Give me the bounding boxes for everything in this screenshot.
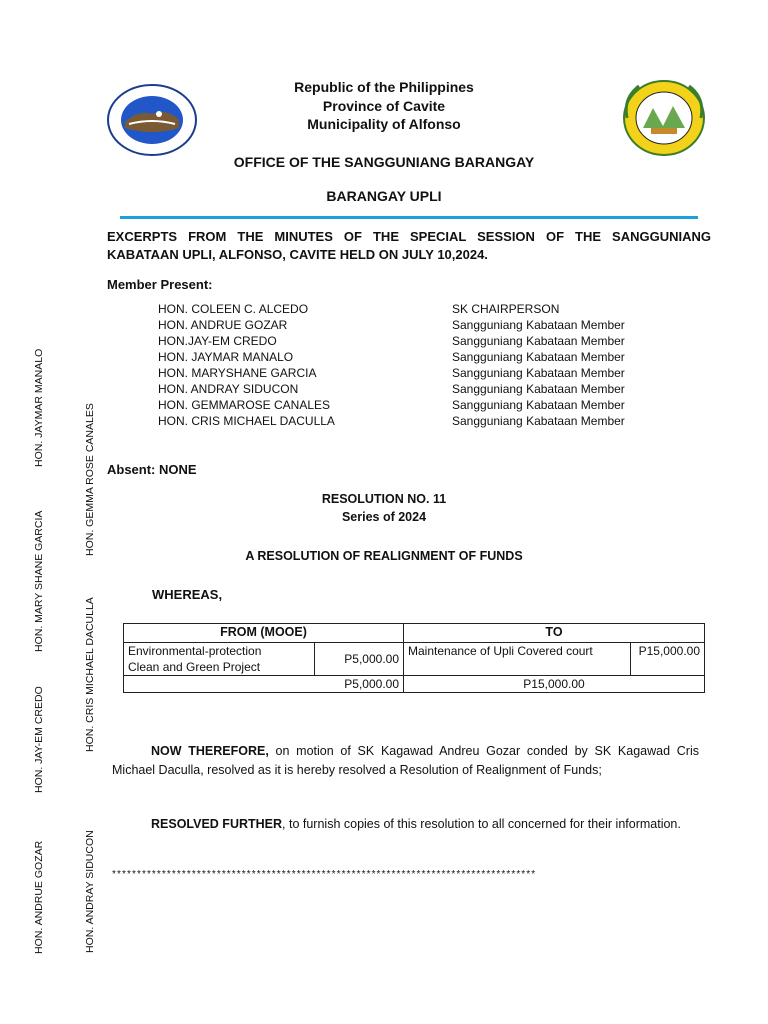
from-header: FROM (MOOE) (124, 624, 404, 643)
resolution-number: RESOLUTION NO. 11 (321, 492, 447, 506)
member-role: Sangguniang Kabataan Member (452, 398, 625, 412)
now-therefore-lead: NOW THEREFORE, (151, 744, 269, 758)
signature-andray-siducon: HON. ANDRAY SIDUCON (84, 830, 96, 953)
member-role: SK CHAIRPERSON (452, 302, 560, 316)
from-item (124, 643, 315, 676)
header-country: Republic of the Philippines (294, 79, 474, 95)
member-role: Sangguniang Kabataan Member (452, 382, 625, 396)
resolution-series: Series of 2024 (341, 510, 427, 524)
now-therefore-text: on motion of SK Kagawad Andreu Gozar conded by SK Kagawad Cris Michael Daculla, resolved as it is hereby resolved a Resolution of Realignment of Funds; (112, 744, 699, 777)
from-item-line: Environmental-protection (128, 644, 262, 658)
table-row (124, 643, 705, 676)
to-header: TO (404, 624, 705, 643)
member-role: Sangguniang Kabataan Member (452, 366, 625, 380)
realignment-table (123, 623, 705, 693)
header-office: OFFICE OF THE SANGGUNIANG BARANGAY (233, 154, 535, 170)
to-item: Maintenance of Upli Covered court (404, 643, 631, 676)
resolution-title: A RESOLUTION OF REALIGNMENT OF FUNDS (245, 549, 523, 563)
signature-andrue-gozar: HON. ANDRUE GOZAR (33, 840, 45, 954)
resolved-further-text: , to furnish copies of this resolution to all concerned for their information. (282, 817, 681, 831)
member-role: Sangguniang Kabataan Member (452, 334, 625, 348)
member-name: HON. COLEEN C. ALCEDO (158, 302, 309, 316)
separator-stars: ************************************************************************************* (112, 869, 537, 880)
header-municipality: Municipality of Alfonso (307, 116, 461, 132)
members-heading: Member Present: (107, 277, 213, 292)
member-name: HON. CRIS MICHAEL DACULLA (158, 414, 335, 428)
signature-cris-michael-daculla: HON. CRIS MICHAEL DACULLA (84, 597, 96, 752)
resolved-further-lead: RESOLVED FURTHER (151, 817, 283, 831)
header-barangay: BARANGAY UPLI (326, 188, 442, 204)
absent-line: Absent: NONE (107, 462, 197, 477)
now-therefore-paragraph (112, 742, 699, 780)
member-name: HON. GEMMAROSE CANALES (158, 398, 331, 412)
table-row (124, 676, 705, 693)
member-name: HON. ANDRAY SIDUCON (158, 382, 299, 396)
member-name: HON.JAY-EM CREDO (158, 334, 277, 348)
from-item-line: Clean and Green Project (128, 660, 261, 674)
from-amount: P5,000.00 (315, 643, 404, 676)
from-total: P5,000.00 (124, 676, 404, 693)
member-name: HON. ANDRUE GOZAR (158, 318, 288, 332)
member-role: Sangguniang Kabataan Member (452, 414, 625, 428)
member-role: Sangguniang Kabataan Member (452, 318, 625, 332)
signature-jaymar-manalo: HON. JAYMAR MANALO (33, 348, 45, 467)
signature-mary-shane-garcia: HON. MARY SHANE GARCIA (33, 510, 45, 652)
resolved-further-paragraph (112, 815, 699, 834)
to-amount: P15,000.00 (631, 643, 705, 676)
signature-gemma-rose-canales: HON. GEMMA ROSE CANALES (84, 403, 96, 556)
to-total: P15,000.00 (404, 676, 705, 693)
member-name: HON. JAYMAR MANALO (158, 350, 294, 364)
member-name: HON. MARYSHANE GARCIA (158, 366, 317, 380)
member-role: Sangguniang Kabataan Member (452, 350, 625, 364)
header-divider (120, 216, 698, 219)
header-province: Province of Cavite (322, 98, 446, 114)
excerpt-heading: EXCERPTS FROM THE MINUTES OF THE SPECIAL SESSION OF THE SANGGUNIANG KABATAAN UPLI, ALFONSO, CAVITE HELD ON JULY 10,2024. (107, 229, 711, 262)
whereas-label: WHEREAS, (152, 587, 223, 602)
signature-jay-em-credo: HON. JAY-EM CREDO (33, 686, 45, 793)
